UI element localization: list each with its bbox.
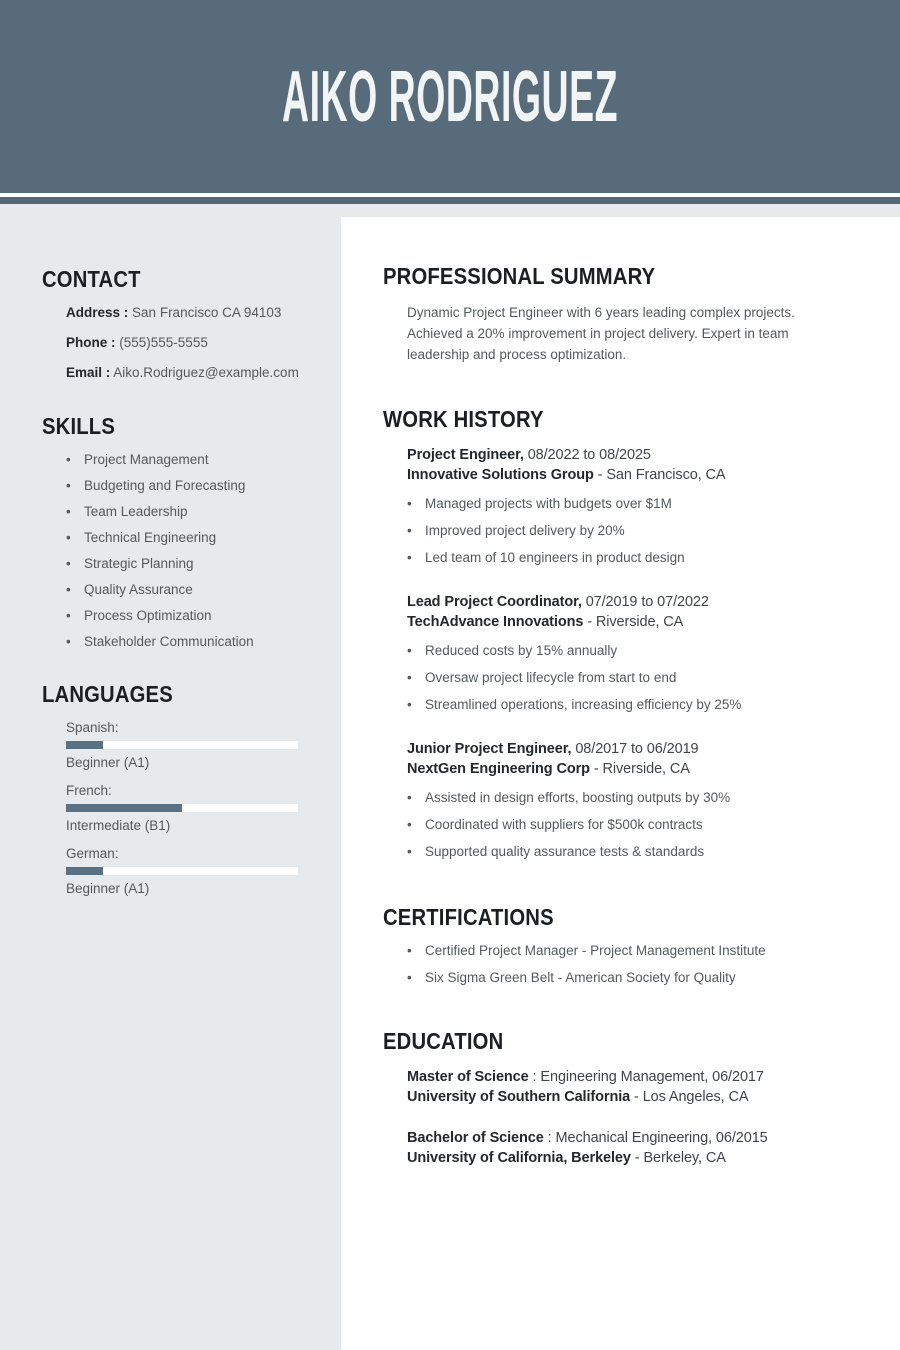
contact-address-value: San Francisco CA 94103 (132, 305, 282, 320)
job-company-line (407, 612, 842, 632)
languages-heading: LANGUAGES (42, 681, 173, 707)
job-location: - Riverside, CA (593, 761, 690, 777)
bullet-icon: • (407, 643, 412, 658)
skill-label: Strategic Planning (84, 556, 194, 571)
language-level: Beginner (A1) (66, 755, 150, 770)
job-company: Innovative Solutions Group (407, 467, 594, 483)
job-bullet (407, 697, 842, 712)
job-bullet-text: Supported quality assurance tests & standards (425, 844, 705, 859)
education-entry (407, 1128, 842, 1168)
bullet-icon: • (407, 697, 412, 712)
language-item (66, 783, 319, 833)
job-company-line (407, 465, 842, 485)
degree-field: : Mechanical Engineering, 06/2015 (547, 1130, 768, 1146)
job-bullet (407, 817, 842, 832)
language-level: Beginner (A1) (66, 881, 150, 896)
language-name: German: (66, 846, 119, 861)
summary-text: Dynamic Project Engineer with 6 years leading complex projects. Achieved a 20% improvement in project delivery. Expert in team leadership and process optimization. (407, 305, 795, 362)
job-bullet (407, 496, 842, 511)
skill-item (66, 504, 319, 519)
job-bullet (407, 523, 842, 538)
degree-name: Bachelor of Science (407, 1130, 544, 1146)
job-dates: 08/2022 to 08/2025 (527, 447, 651, 463)
skills-section (42, 414, 319, 649)
summary-heading: PROFESSIONAL SUMMARY (383, 263, 656, 289)
job-bullet-text: Streamlined operations, increasing efficiency by 25% (425, 697, 742, 712)
education-entry (407, 1067, 842, 1107)
job-title-line (407, 592, 842, 612)
school-location: - Berkeley, CA (634, 1150, 726, 1166)
job-location: - Riverside, CA (587, 614, 684, 630)
bullet-icon: • (66, 634, 71, 649)
skill-label: Process Optimization (84, 608, 212, 623)
bullet-icon: • (407, 844, 412, 859)
skill-item (66, 608, 319, 623)
certification-list (383, 943, 842, 985)
bullet-icon: • (407, 496, 412, 511)
job-bullets (407, 643, 842, 712)
bullet-icon: • (66, 582, 71, 597)
header-banner (0, 0, 900, 193)
certification-item (407, 970, 842, 985)
job-bullet-text: Assisted in design efforts, boosting outputs by 30% (425, 790, 731, 805)
job-role: Project Engineer, (407, 447, 524, 463)
summary-section (383, 264, 842, 365)
skill-label: Quality Assurance (84, 582, 193, 597)
skills-heading: SKILLS (42, 413, 116, 439)
language-progress-fill (66, 867, 103, 875)
contact-email-value: Aiko.Rodriguez@example.com (113, 365, 299, 380)
bullet-icon: • (407, 943, 412, 958)
job-bullet (407, 670, 842, 685)
certification-text: Six Sigma Green Belt - American Society for Quality (425, 970, 736, 985)
job-title-line (407, 445, 842, 465)
contact-heading: CONTACT (42, 266, 141, 292)
contact-phone-label: Phone : (66, 335, 116, 350)
education-heading: EDUCATION (383, 1028, 504, 1054)
school-line (407, 1087, 842, 1107)
work-history-section (383, 407, 842, 859)
job-role: Junior Project Engineer, (407, 741, 572, 757)
language-level: Intermediate (B1) (66, 818, 171, 833)
work-history-heading: WORK HISTORY (383, 406, 544, 432)
skill-label: Team Leadership (84, 504, 188, 519)
language-progress-track (66, 867, 298, 875)
bullet-icon: • (66, 478, 71, 493)
skill-item (66, 634, 319, 649)
bullet-icon: • (407, 790, 412, 805)
main-column (341, 204, 900, 1350)
bullet-icon: • (66, 504, 71, 519)
contact-address-label: Address : (66, 305, 129, 320)
job-bullet-text: Oversaw project lifecycle from start to end (425, 670, 677, 685)
job-entry (407, 592, 842, 712)
candidate-name: AIKO RODRIGUEZ (282, 56, 618, 137)
bullet-icon: • (407, 523, 412, 538)
job-bullet-text: Improved project delivery by 20% (425, 523, 625, 538)
job-location: - San Francisco, CA (597, 467, 726, 483)
school-line (407, 1148, 842, 1168)
skill-label: Project Management (84, 452, 209, 467)
job-company: NextGen Engineering Corp (407, 761, 590, 777)
bullet-icon: • (407, 670, 412, 685)
sidebar (0, 204, 341, 1350)
degree-field: : Engineering Management, 06/2017 (532, 1069, 764, 1085)
job-bullet-text: Reduced costs by 15% annually (425, 643, 618, 658)
bullet-icon: • (407, 550, 412, 565)
skill-item (66, 452, 319, 467)
job-title-line (407, 739, 842, 759)
school-location: - Los Angeles, CA (634, 1089, 749, 1105)
certifications-heading: CERTIFICATIONS (383, 904, 554, 930)
certification-item (407, 943, 842, 958)
school-name: University of California, Berkeley (407, 1150, 631, 1166)
job-bullet (407, 844, 842, 859)
language-name: French: (66, 783, 112, 798)
skill-item (66, 582, 319, 597)
job-entry (407, 445, 842, 565)
contact-email-label: Email : (66, 365, 111, 380)
job-company-line (407, 759, 842, 779)
bullet-icon: • (66, 452, 71, 467)
job-dates: 08/2017 to 06/2019 (575, 741, 699, 757)
job-bullet (407, 790, 842, 805)
language-progress-track (66, 741, 298, 749)
contact-phone-row (66, 335, 319, 350)
language-name: Spanish: (66, 720, 119, 735)
content-columns (0, 204, 900, 1350)
job-company: TechAdvance Innovations (407, 614, 584, 630)
degree-line (407, 1128, 842, 1148)
language-item (66, 720, 319, 770)
skill-item (66, 478, 319, 493)
language-progress-fill (66, 804, 182, 812)
skill-item (66, 556, 319, 571)
education-section (383, 1029, 842, 1168)
contact-phone-value: (555)555-5555 (119, 335, 208, 350)
degree-name: Master of Science (407, 1069, 529, 1085)
bullet-icon: • (407, 817, 412, 832)
skill-label: Stakeholder Communication (84, 634, 254, 649)
language-item (66, 846, 319, 896)
bullet-icon: • (66, 556, 71, 571)
job-dates: 07/2019 to 07/2022 (585, 594, 709, 610)
languages-section (42, 682, 319, 896)
language-progress-track (66, 804, 298, 812)
main-panel (341, 217, 900, 1350)
header-divider-dark (0, 197, 900, 204)
skill-label: Budgeting and Forecasting (84, 478, 246, 493)
school-name: University of Southern California (407, 1089, 631, 1105)
job-entry (407, 739, 842, 859)
job-bullets (407, 790, 842, 859)
bullet-icon: • (407, 970, 412, 985)
job-bullet (407, 550, 842, 565)
language-progress-fill (66, 741, 103, 749)
job-role: Lead Project Coordinator, (407, 594, 582, 610)
contact-email-row (66, 365, 319, 380)
contact-section (42, 267, 319, 380)
job-bullet-text: Coordinated with suppliers for $500k contracts (425, 817, 703, 832)
certification-text: Certified Project Manager - Project Management Institute (425, 943, 766, 958)
contact-address-row (66, 305, 319, 320)
bullet-icon: • (66, 608, 71, 623)
job-bullet-text: Managed projects with budgets over $1M (425, 496, 672, 511)
bullet-icon: • (66, 530, 71, 545)
job-bullet-text: Led team of 10 engineers in product design (425, 550, 685, 565)
job-bullets (407, 496, 842, 565)
job-bullet (407, 643, 842, 658)
skill-label: Technical Engineering (84, 530, 217, 545)
degree-line (407, 1067, 842, 1087)
skill-item (66, 530, 319, 545)
certifications-section (383, 905, 842, 985)
